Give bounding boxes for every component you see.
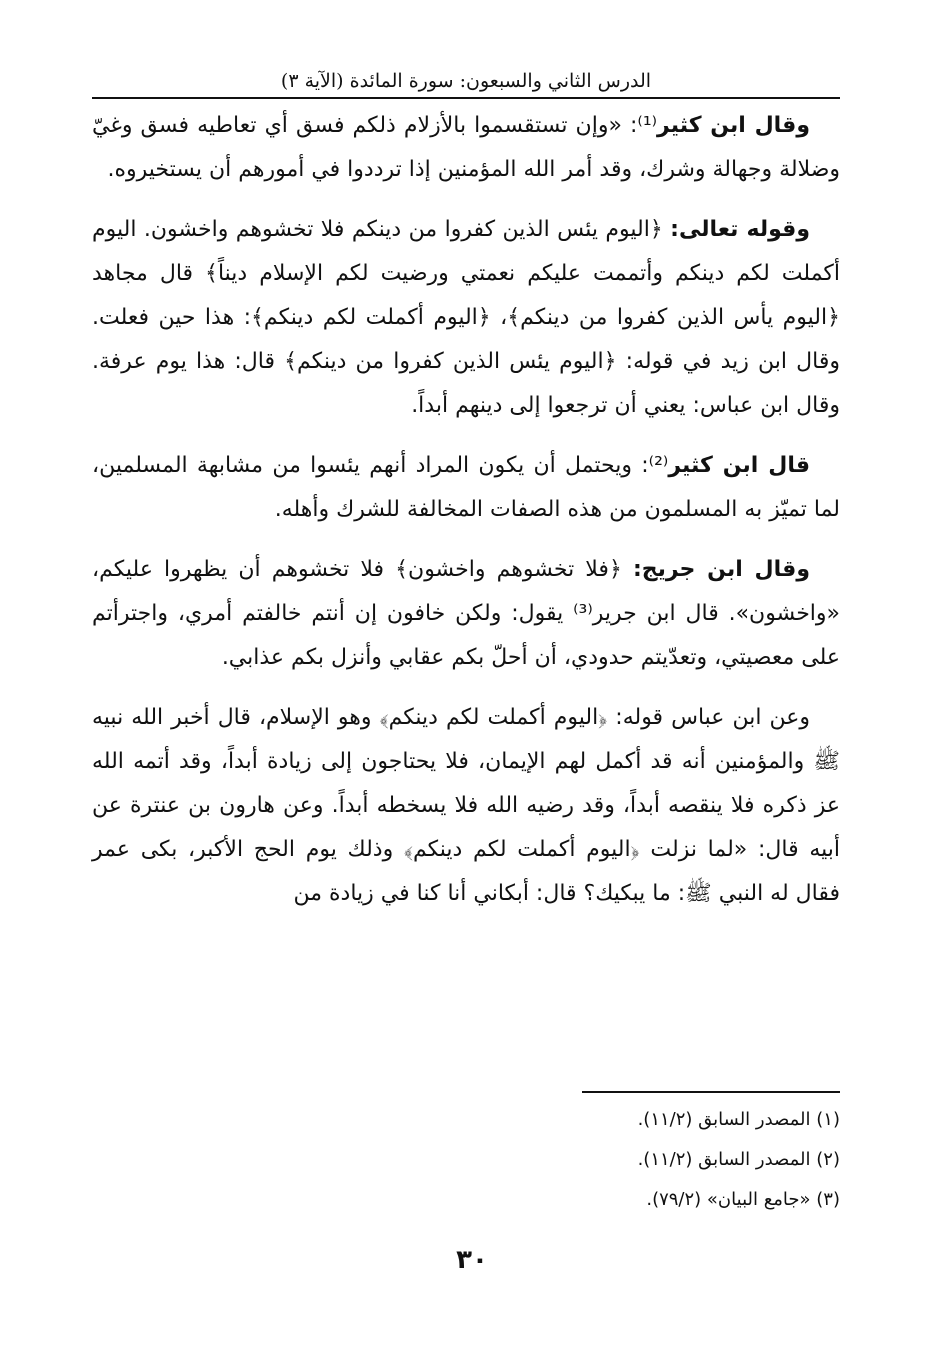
footnotes: [92, 1100, 840, 1220]
paragraph-text: ⁽¹⁾: «وإن تستقسموا بالأزلام ذلكم فسق أي تعاطيه فسق وغيّ وضلالة وجهالة وشرك، وقد أمر الله المؤمنين إذا ترددوا في أمورهم أن يستخيروه.: [92, 113, 840, 182]
paragraph-2: [92, 208, 840, 428]
page-number: ٣٠: [456, 1245, 488, 1275]
body-text: [92, 104, 840, 932]
running-header-title: الدرس الثاني والسبعون: سورة المائدة (الآية ٣): [280, 70, 652, 92]
paragraph-4: [92, 548, 840, 680]
paragraph-lead: وقال ابن كثير: [657, 113, 810, 138]
paragraph-text: ﴿فلا تخشوهم واخشون﴾ فلا تخشوهم أن يظهروا عليكم، «واخشون». قال ابن جرير⁽³⁾ يقول: ولكن خافون إن أنتم خالفتم أمري، واجترأتم على معصيتي، وتعدّيتم حدودي، أن أحلّ بكم عقابي وأنزل بكم عذابي.: [92, 557, 840, 670]
paragraph-1: [92, 104, 840, 192]
paragraph-text: ﴿اليوم يئس الذين كفروا من دينكم فلا تخشوهم واخشون. اليوم أكملت لكم دينكم وأتممت عليكم نعمتي ورضيت لكم الإسلام ديناً﴾ قال مجاهد ﴿اليوم يأس الذين كفروا من دينكم﴾، ﴿اليوم أكملت لكم دينكم﴾: هذا حين فعلت. وقال ابن زيد في قوله: ﴿اليوم يئس الذين كفروا من دينكم﴾ قال: هذا يوم عرفة. وقال ابن عباس: يعني أن ترجعوا إلى دينهم أبداً.: [92, 217, 840, 418]
footnote-3: (٣) «جامع البيان» (٧٩/٢).: [646, 1189, 840, 1210]
paragraph-lead: وقوله تعالى:: [670, 217, 810, 242]
footnote-1: (١) المصدر السابق (١١/٢).: [637, 1109, 840, 1130]
footnote-2: (٢) المصدر السابق (١١/٢).: [637, 1149, 840, 1170]
header-divider: [92, 97, 840, 99]
paragraph-lead: قال ابن كثير: [668, 453, 810, 478]
paragraph-3: [92, 444, 840, 532]
paragraph-text: وعن ابن عباس قوله: ﴿اليوم أكملت لكم دينكم﴾ وهو الإسلام، قال أخبر الله نبيه ﷺ والمؤمنين أنه قد أكمل لهم الإيمان، فلا يحتاجون إلى زيادة أبداً، وقد أتمه الله عز ذكره فلا ينقصه أبداً، وقد رضيه الله فلا يسخطه أبداً. وعن هارون بن عنترة عن أبيه قال: «لما نزلت ﴿اليوم أكملت لكم دينكم﴾ وذلك يوم الحج الأكبر، بكى عمر فقال له النبي ﷺ: ما يبكيك؟ قال: أبكاني أنا كنا في زيادة من: [92, 705, 840, 906]
paragraph-lead: وقال ابن جريج:: [632, 557, 810, 582]
paragraph-text: ⁽²⁾: ويحتمل أن يكون المراد أنهم يئسوا من مشابهة المسلمين، لما تميّز به المسلمون من هذه الصفات المخالفة للشرك وأهله.: [92, 453, 840, 522]
paragraph-5: [92, 696, 840, 916]
footnote-divider: [582, 1091, 840, 1093]
